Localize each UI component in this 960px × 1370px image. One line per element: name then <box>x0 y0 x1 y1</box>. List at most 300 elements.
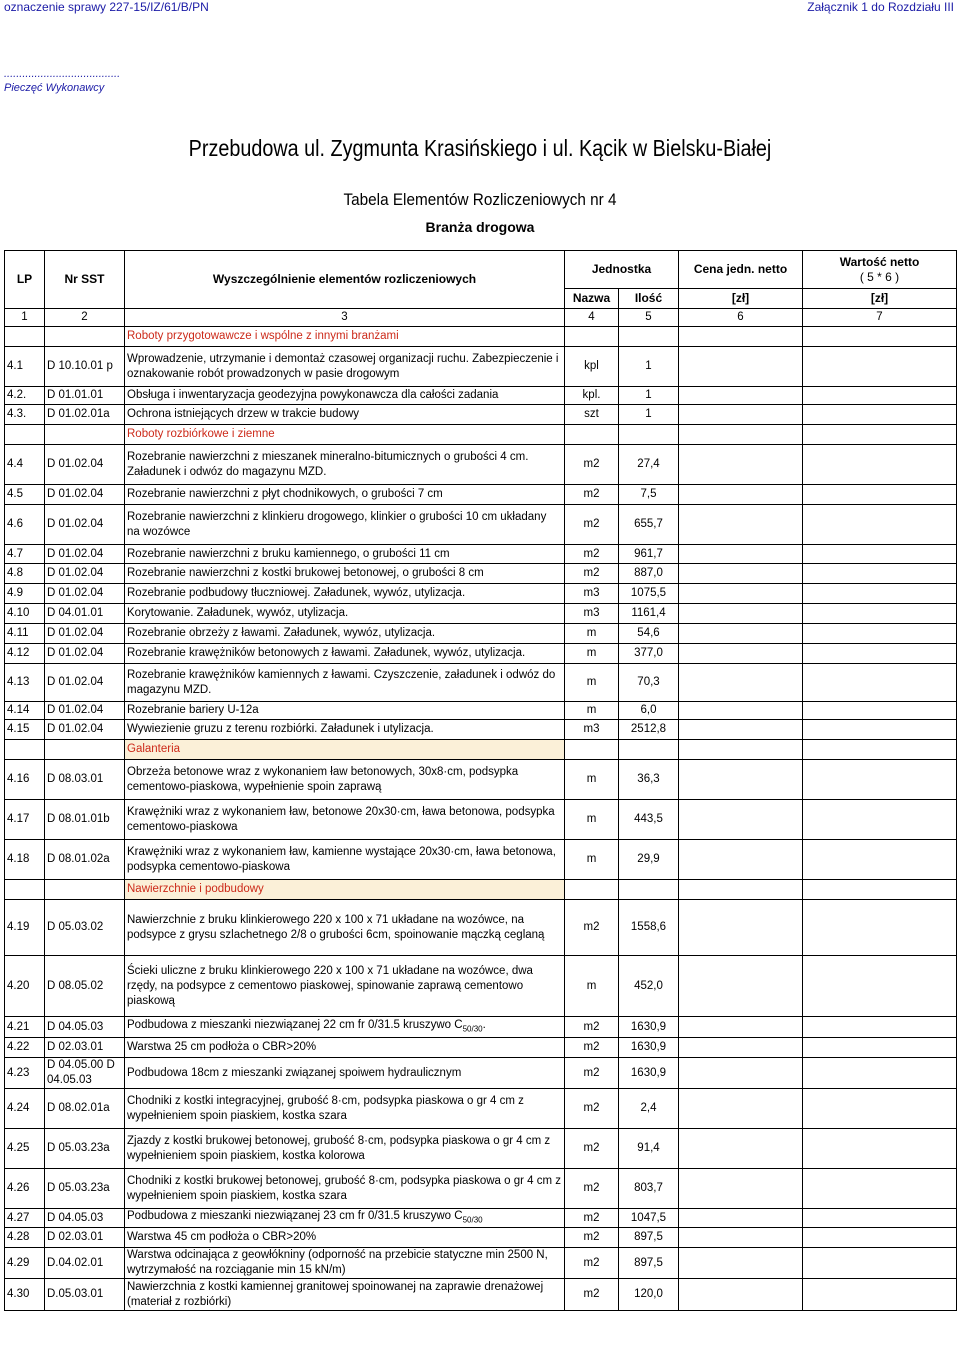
row-quantity: 452,0 <box>619 956 679 1017</box>
row-unit: m2 <box>565 1129 619 1169</box>
row-description <box>125 387 565 405</box>
row-unit: m3 <box>565 584 619 604</box>
row-lp: 4.1 <box>5 347 45 387</box>
row-sst: D 02.03.01 <box>45 1038 125 1058</box>
row-quantity: 1 <box>619 405 679 425</box>
table-row <box>5 584 957 604</box>
column-number: 7 <box>803 309 957 327</box>
row-net-value <box>803 1129 957 1169</box>
row-description <box>125 485 565 505</box>
row-description <box>125 1228 565 1248</box>
row-description <box>125 1209 565 1228</box>
row-sst: D 01.02.04 <box>45 564 125 584</box>
row-description <box>125 956 565 1017</box>
row-description-text: Rozebranie nawierzchni z bruku kamiennego, o grubości 11 cm <box>127 547 450 560</box>
col-price-header: Cena jedn. netto <box>679 251 803 289</box>
row-lp: 4.8 <box>5 564 45 584</box>
row-sst: D 08.01.01b <box>45 800 125 840</box>
section-empty-cell <box>679 425 803 445</box>
column-number-row <box>5 309 957 327</box>
row-description-text: Rozebranie krawężników betonowych z ławami. Załadunek, wywóz, utylizacja. <box>127 647 526 659</box>
row-lp: 4.11 <box>5 624 45 644</box>
row-sst: D 10.10.01 p <box>45 347 125 387</box>
row-description-text: Obsługa i inwentaryzacja geodezyjna powykonawcza dla całości zadania <box>127 389 499 401</box>
row-description <box>125 405 565 425</box>
row-unit: m2 <box>565 900 619 956</box>
table-row <box>5 1248 957 1279</box>
row-description <box>125 624 565 644</box>
row-description-text: Krawężniki wraz z wykonaniem ław, betonowe 20x30·cm, ława betonowa, podsypka cementowo-piaskowa <box>127 805 555 833</box>
table-row <box>5 760 957 800</box>
row-net-value <box>803 1058 957 1089</box>
row-description-text: Rozebranie nawierzchni z mieszanek mineralno-bitumicznych o grubości 4 cm. Załadunek i odwóz do magazynu MZD. <box>127 450 529 478</box>
row-net-value <box>803 1209 957 1228</box>
row-quantity: 27,4 <box>619 445 679 485</box>
row-unit: m2 <box>565 1209 619 1228</box>
row-description <box>125 840 565 880</box>
row-description-subscript: 50/30 <box>462 1024 483 1034</box>
row-lp: 4.20 <box>5 956 45 1017</box>
row-net-value <box>803 644 957 664</box>
row-unit: m <box>565 840 619 880</box>
section-empty-cell <box>679 740 803 760</box>
row-net-value <box>803 664 957 702</box>
row-sst: D 01.02.01a <box>45 405 125 425</box>
row-description <box>125 1058 565 1089</box>
row-sst: D 05.03.02 <box>45 900 125 956</box>
row-description <box>125 505 565 545</box>
row-quantity: 897,5 <box>619 1248 679 1279</box>
row-unit: m2 <box>565 1169 619 1209</box>
row-description-text: Rozebranie nawierzchni z płyt chodnikowych, o grubości 7 cm <box>127 488 443 500</box>
row-quantity: 897,5 <box>619 1228 679 1248</box>
row-sst: D 02.03.01 <box>45 1228 125 1248</box>
section-empty-cell <box>803 327 957 347</box>
row-quantity: 91,4 <box>619 1129 679 1169</box>
row-description-text: Warstwa 45 cm podłoża o CBR>20% <box>127 1231 317 1244</box>
row-lp: 4.23 <box>5 1058 45 1089</box>
row-unit: m3 <box>565 604 619 624</box>
row-quantity: 70,3 <box>619 664 679 702</box>
row-net-value <box>803 720 957 740</box>
table-row <box>5 800 957 840</box>
row-description <box>125 1089 565 1129</box>
table-row <box>5 1169 957 1209</box>
case-reference: oznaczenie sprawy 227-15/IZ/61/B/PN <box>4 0 209 14</box>
row-unit-price <box>679 1129 803 1169</box>
row-description <box>125 545 565 564</box>
row-net-value <box>803 405 957 425</box>
row-unit-price <box>679 1089 803 1129</box>
section-empty-cell <box>619 425 679 445</box>
row-description-text: Nawierzchnia z kostki kamiennej granitowej spoinowanej na zaprawie drenażowej (materiał z rozbiórki) <box>127 1280 544 1308</box>
row-lp: 4.28 <box>5 1228 45 1248</box>
row-lp: 4.12 <box>5 644 45 664</box>
row-net-value <box>803 604 957 624</box>
row-unit-price <box>679 1228 803 1248</box>
row-sst: D.05.03.01 <box>45 1279 125 1311</box>
row-sst: D 01.02.04 <box>45 584 125 604</box>
row-lp: 4.30 <box>5 1279 45 1311</box>
row-lp: 4.5 <box>5 485 45 505</box>
row-quantity: 887,0 <box>619 564 679 584</box>
table-row <box>5 1038 957 1058</box>
row-quantity: 1630,9 <box>619 1058 679 1089</box>
section-row <box>5 327 957 347</box>
row-unit-price <box>679 800 803 840</box>
row-quantity: 803,7 <box>619 1169 679 1209</box>
row-description-text: Chodniki z kostki integracyjnej, grubość 8·cm, podsypka piaskowa o gr 4 cm z wypełnieniem spoin piaskiem, kostka szara <box>127 1094 524 1122</box>
section-lp-cell <box>5 880 45 900</box>
row-lp: 4.15 <box>5 720 45 740</box>
row-unit: m <box>565 800 619 840</box>
row-unit-price <box>679 624 803 644</box>
section-sst-cell <box>45 880 125 900</box>
table-row <box>5 347 957 387</box>
row-quantity: 443,5 <box>619 800 679 840</box>
row-description <box>125 1038 565 1058</box>
row-unit: kpl. <box>565 387 619 405</box>
row-unit: m <box>565 956 619 1017</box>
row-net-value <box>803 1228 957 1248</box>
section-sst-cell <box>45 425 125 445</box>
row-net-value <box>803 584 957 604</box>
row-unit-price <box>679 900 803 956</box>
row-unit-price <box>679 1058 803 1089</box>
row-unit-price <box>679 387 803 405</box>
section-empty-cell <box>619 327 679 347</box>
row-net-value <box>803 760 957 800</box>
row-net-value <box>803 956 957 1017</box>
row-quantity: 1 <box>619 347 679 387</box>
section-row <box>5 880 957 900</box>
section-title: Galanteria <box>125 740 565 760</box>
row-unit-price <box>679 545 803 564</box>
row-net-value <box>803 564 957 584</box>
row-unit-price <box>679 1017 803 1038</box>
row-sst: D 08.03.01 <box>45 760 125 800</box>
row-net-value <box>803 445 957 485</box>
row-sst: D 05.03.23a <box>45 1129 125 1169</box>
row-description <box>125 1017 565 1038</box>
row-lp: 4.3. <box>5 405 45 425</box>
section-empty-cell <box>565 425 619 445</box>
row-description <box>125 800 565 840</box>
row-lp: 4.7 <box>5 545 45 564</box>
row-quantity: 1161,4 <box>619 604 679 624</box>
section-lp-cell <box>5 327 45 347</box>
row-quantity: 7,5 <box>619 485 679 505</box>
row-description <box>125 720 565 740</box>
document-title: Przebudowa ul. Zygmunta Krasińskiego i ul. Kącik w Bielsku-Białej <box>188 135 772 161</box>
table-row <box>5 485 957 505</box>
row-net-value <box>803 485 957 505</box>
row-net-value <box>803 545 957 564</box>
row-description <box>125 900 565 956</box>
row-lp: 4.2. <box>5 387 45 405</box>
row-description <box>125 644 565 664</box>
row-net-value <box>803 387 957 405</box>
row-unit: m <box>565 702 619 720</box>
column-number: 1 <box>5 309 45 327</box>
row-sst: D 08.01.02a <box>45 840 125 880</box>
row-lp: 4.6 <box>5 505 45 545</box>
table-subtitle: Tabela Elementów Rozliczeniowych nr 4 <box>343 190 617 209</box>
section-empty-cell <box>619 880 679 900</box>
row-lp: 4.25 <box>5 1129 45 1169</box>
col-desc-header: Wyszczególnienie elementów rozliczeniowych <box>125 251 565 309</box>
row-unit: m2 <box>565 1279 619 1311</box>
row-description-text: Rozebranie bariery U-12a <box>127 704 259 716</box>
row-unit-price <box>679 485 803 505</box>
contractor-seal-label: Pieczęć Wykonawcy <box>4 82 105 94</box>
section-sst-cell <box>45 327 125 347</box>
row-description <box>125 347 565 387</box>
row-description-text: Krawężniki wraz z wykonaniem ław, kamienne wystające 20x30·cm, ława betonowa, podsypka cementowo-piaskowa <box>127 845 556 873</box>
row-unit-price <box>679 1169 803 1209</box>
row-quantity: 1630,9 <box>619 1038 679 1058</box>
section-row <box>5 740 957 760</box>
row-unit: m2 <box>565 485 619 505</box>
row-description <box>125 584 565 604</box>
section-title: Nawierzchnie i podbudowy <box>125 880 565 900</box>
section-empty-cell <box>803 425 957 445</box>
row-unit-price <box>679 840 803 880</box>
row-description <box>125 1248 565 1279</box>
section-row <box>5 425 957 445</box>
row-unit-price <box>679 1038 803 1058</box>
table-row <box>5 702 957 720</box>
row-lp: 4.26 <box>5 1169 45 1209</box>
row-quantity: 1558,6 <box>619 900 679 956</box>
row-description-end: . <box>482 1018 486 1031</box>
row-sst: D 01.02.04 <box>45 485 125 505</box>
table-row <box>5 1058 957 1089</box>
table-row <box>5 956 957 1017</box>
col-unit-name-header: Nazwa <box>565 289 619 309</box>
row-description-text: Rozebranie nawierzchni z klinkieru drogowego, klinkier o grubości 10 cm układany na wozówce <box>127 510 547 538</box>
section-sst-cell <box>45 740 125 760</box>
row-unit-price <box>679 347 803 387</box>
table-row <box>5 1017 957 1038</box>
row-description-text: Ochrona istniejących drzew w trakcie budowy <box>127 408 360 420</box>
row-quantity: 6,0 <box>619 702 679 720</box>
row-net-value <box>803 1089 957 1129</box>
row-quantity: 29,9 <box>619 840 679 880</box>
row-unit-price <box>679 644 803 664</box>
table-row <box>5 664 957 702</box>
row-net-value <box>803 347 957 387</box>
row-unit-price <box>679 584 803 604</box>
row-net-value <box>803 840 957 880</box>
column-number: 6 <box>679 309 803 327</box>
table-row <box>5 405 957 425</box>
table-row <box>5 1228 957 1248</box>
table-row <box>5 840 957 880</box>
row-net-value <box>803 505 957 545</box>
row-description <box>125 564 565 584</box>
col-sst-header: Nr SST <box>45 251 125 309</box>
row-net-value <box>803 800 957 840</box>
row-unit: m <box>565 760 619 800</box>
row-sst: D 01.02.04 <box>45 624 125 644</box>
row-net-value <box>803 1038 957 1058</box>
row-net-value <box>803 1169 957 1209</box>
row-description-text: Rozebranie podbudowy tłuczniowej. Załadunek, wywóz, utylizacja. <box>127 587 466 599</box>
section-empty-cell <box>565 740 619 760</box>
row-unit-price <box>679 405 803 425</box>
row-unit: m2 <box>565 1038 619 1058</box>
row-quantity: 1075,5 <box>619 584 679 604</box>
row-description-text: Ścieki uliczne z bruku klinkierowego 220 x 100 x 71 układane na wozówce, dwa rzędy, na podsypce z cementowo piaskowej, spinowanie zaprawą cementowo piaskową <box>127 964 533 1007</box>
row-lp: 4.4 <box>5 445 45 485</box>
table-row <box>5 1209 957 1228</box>
row-lp: 4.22 <box>5 1038 45 1058</box>
table-row <box>5 604 957 624</box>
row-quantity: 1 <box>619 387 679 405</box>
section-title: Roboty przygotowawcze i wspólne z innymi branżami <box>125 327 565 347</box>
row-description-text: Wywiezienie gruzu z terenu rozbiórki. Załadunek i utylizacja. <box>127 723 434 735</box>
row-sst: D 04.05.03 <box>45 1209 125 1228</box>
row-description <box>125 760 565 800</box>
row-sst: D 04.05.03 <box>45 1017 125 1038</box>
table-row <box>5 1129 957 1169</box>
row-unit: m <box>565 624 619 644</box>
row-description <box>125 702 565 720</box>
row-description-text: Rozebranie nawierzchni z kostki brukowej betonowej, o grubości 8 cm <box>127 567 484 579</box>
row-unit-price <box>679 956 803 1017</box>
row-sst: D 08.02.01a <box>45 1089 125 1129</box>
row-description-text: Korytowanie. Załadunek, wywóz, utylizacja. <box>127 607 349 619</box>
row-lp: 4.16 <box>5 760 45 800</box>
table-row <box>5 900 957 956</box>
row-unit-price <box>679 564 803 584</box>
section-empty-cell <box>565 327 619 347</box>
row-unit: m <box>565 644 619 664</box>
row-sst: D 05.03.23a <box>45 1169 125 1209</box>
row-net-value <box>803 1017 957 1038</box>
row-description-text: Podbudowa z mieszanki niezwiązanej 23 cm fr 0/31.5 kruszywo C <box>127 1210 463 1222</box>
row-net-value <box>803 900 957 956</box>
row-unit-price <box>679 664 803 702</box>
row-unit: m2 <box>565 1058 619 1089</box>
table-row <box>5 720 957 740</box>
table-row <box>5 505 957 545</box>
row-description <box>125 1279 565 1311</box>
table-body <box>5 327 957 1311</box>
column-number: 3 <box>125 309 565 327</box>
table-row <box>5 624 957 644</box>
section-empty-cell <box>619 740 679 760</box>
row-unit: m2 <box>565 1017 619 1038</box>
row-lp: 4.9 <box>5 584 45 604</box>
row-quantity: 1630,9 <box>619 1017 679 1038</box>
row-lp: 4.27 <box>5 1209 45 1228</box>
elements-table <box>4 250 957 1311</box>
row-unit: kpl <box>565 347 619 387</box>
row-unit: m2 <box>565 564 619 584</box>
row-sst: D 01.02.04 <box>45 644 125 664</box>
row-unit: szt <box>565 405 619 425</box>
row-unit: m2 <box>565 545 619 564</box>
row-unit: m2 <box>565 1248 619 1279</box>
row-unit-price <box>679 445 803 485</box>
value-formula: ( 5 * 6 ) <box>859 269 900 284</box>
row-quantity: 655,7 <box>619 505 679 545</box>
row-unit-price <box>679 505 803 545</box>
row-description-subscript: 50/30 <box>462 1215 483 1225</box>
row-description-text: Warstwa odcinająca z geowłókniny (odporność na przebicie statyczne min 2500 N, wytrzymałość na rozciąganie min 15 kN/m) <box>127 1249 548 1277</box>
row-description-text: Chodniki z kostki brukowej betonowej, grubość 8·cm, podsypka piaskowa o gr 4 cm z wypełnieniem spoin piaskiem, kostka szara <box>127 1174 562 1202</box>
row-description <box>125 445 565 485</box>
row-net-value <box>803 624 957 644</box>
row-sst: D.04.02.01 <box>45 1248 125 1279</box>
column-number: 2 <box>45 309 125 327</box>
annex-label: Załącznik 1 do Rozdziału III <box>807 0 954 14</box>
section-empty-cell <box>565 880 619 900</box>
row-lp: 4.17 <box>5 800 45 840</box>
row-lp: 4.18 <box>5 840 45 880</box>
row-lp: 4.29 <box>5 1248 45 1279</box>
row-quantity: 1047,5 <box>619 1209 679 1228</box>
row-quantity: 2512,8 <box>619 720 679 740</box>
row-description-text: Podbudowa 18cm z mieszanki związanej spoiwem hydraulicznym <box>127 1066 462 1079</box>
row-sst: D 01.02.04 <box>45 545 125 564</box>
col-value-header <box>803 251 957 289</box>
row-lp: 4.24 <box>5 1089 45 1129</box>
branch-label: Branża drogowa <box>425 219 535 235</box>
row-description-text: Rozebranie obrzeży z ławami. Załadunek, wywóz, utylizacja. <box>127 627 436 639</box>
row-unit: m2 <box>565 505 619 545</box>
row-description <box>125 604 565 624</box>
row-unit-price <box>679 1279 803 1311</box>
row-unit-price <box>679 1248 803 1279</box>
row-sst: D 04.01.01 <box>45 604 125 624</box>
row-sst: D 08.05.02 <box>45 956 125 1017</box>
section-lp-cell <box>5 425 45 445</box>
row-sst: D 01.02.04 <box>45 664 125 702</box>
row-description-text: Wprowadzenie, utrzymanie i demontaż czasowej organizacji ruchu. Zabezpieczenie i oznakowanie robót prowadzonych w pasie drogowym <box>127 352 559 380</box>
row-lp: 4.14 <box>5 702 45 720</box>
row-quantity: 377,0 <box>619 644 679 664</box>
row-net-value <box>803 702 957 720</box>
table-row <box>5 644 957 664</box>
col-unit-qty-header: Ilość <box>619 289 679 309</box>
section-title: Roboty rozbiórkowe i ziemne <box>125 425 565 445</box>
row-lp: 4.13 <box>5 664 45 702</box>
row-unit-price <box>679 760 803 800</box>
table-row <box>5 387 957 405</box>
row-unit: m <box>565 664 619 702</box>
table-row <box>5 1279 957 1311</box>
row-sst: D 01.02.04 <box>45 445 125 485</box>
row-lp: 4.10 <box>5 604 45 624</box>
row-quantity: 120,0 <box>619 1279 679 1311</box>
row-sst: D 01.02.04 <box>45 505 125 545</box>
row-unit: m2 <box>565 1228 619 1248</box>
row-unit: m2 <box>565 1089 619 1129</box>
row-description <box>125 1129 565 1169</box>
row-lp: 4.19 <box>5 900 45 956</box>
row-unit: m2 <box>565 445 619 485</box>
col-unit-header: Jednostka <box>565 251 679 289</box>
row-quantity: 2,4 <box>619 1089 679 1129</box>
row-description-text: Rozebranie krawężników kamiennych z ławami. Czyszczenie, załadunek i odwóz do magazynu MZD. <box>127 668 556 696</box>
table-row <box>5 445 957 485</box>
row-description <box>125 664 565 702</box>
section-lp-cell <box>5 740 45 760</box>
column-number: 5 <box>619 309 679 327</box>
